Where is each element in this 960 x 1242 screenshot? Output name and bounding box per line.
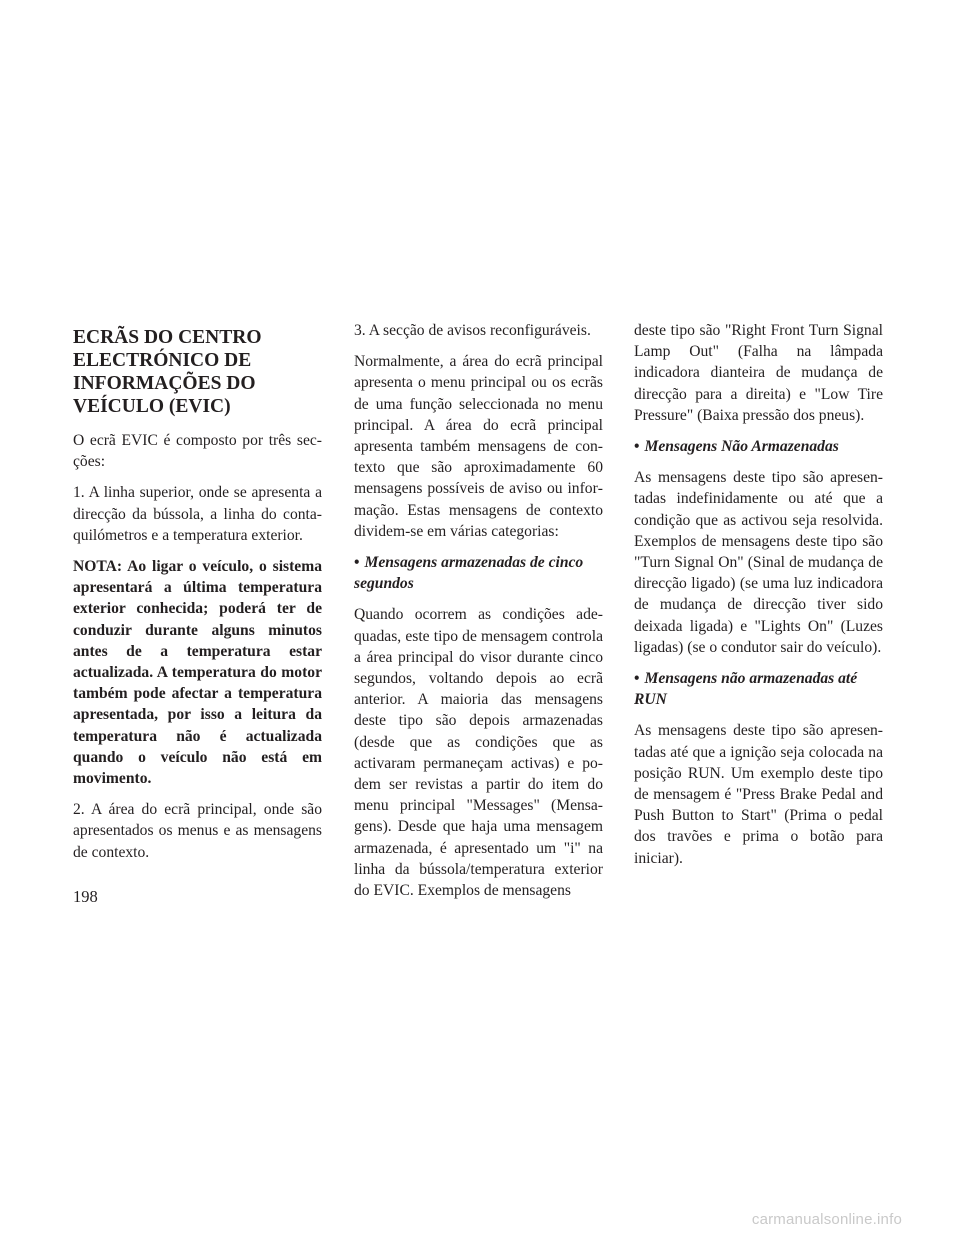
column-2 (354, 320, 603, 911)
list-item-3: 3. A secção de avisos reconfiguráveis. (354, 322, 591, 339)
list-item-1: 1. A linha superior, onde se apresenta a direcção da bússola, a linha do conta-quilómetros e a temperatura exterior. (73, 484, 322, 544)
paragraph: Quando ocorrem as condições adequadas, este tipo de mensagem controla a área principal do visor durante cinco segundos, voltando depois ao ecrã anterior. A maioria das mensagens deste tipo são depois armazenadas (desde que as condições que as activaram permaneçam activas) e podem ser revistas a partir do item do menu principal "Messages" (Mensagens). Desde que haja uma mensagem armazenada, é apresentado um "i" na linha da bússola/temperatura exterior do EVIC. Exemplos de mensagens (354, 606, 603, 900)
bullet-heading (634, 668, 883, 710)
bullet-heading-text: Mensagens Não Armazenadas (644, 438, 839, 456)
list-item-2: 2. A área do ecrã principal, onde são apresentados os menus e as mensagens de contexto. (73, 801, 322, 861)
watermark: carmanualsonline.info (751, 1211, 902, 1228)
bullet-heading-text: Mensagens não armazenadas até RUN (634, 670, 858, 709)
column-3 (634, 320, 883, 879)
bullet-icon: • (634, 670, 640, 688)
bullet-heading (354, 552, 603, 594)
intro-paragraph: O ecrã EVIC é composto por três secções: (73, 432, 322, 471)
paragraph: As mensagens deste tipo são apresentadas indefinidamente ou até que a condição que as activou seja resolvida. Exemplos de mensagens deste tipo são "Turn Signal On" (Sinal de mudança de direcção ligado) (se uma luz indicadora de mudança de direcção tiver sido deixada ligada) e "Lights On" (Luzes ligadas) (se o condutor sair do veículo). (634, 469, 883, 656)
page-number: 198 (73, 887, 98, 906)
paragraph: As mensagens deste tipo são apresentadas até que a ignição seja colocada na posição RUN. Um exemplo deste tipo de mensagem é "Press Brake Pedal and Push Button to Start" (Prima o pedal dos travões e prima o botão para iniciar). (634, 722, 883, 867)
paragraph: deste tipo são "Right Front Turn Signal Lamp Out" (Falha na lâmpada indicadora dianteira de mudança de direcção para a direita) e "Low Tire Pressure" (Baixa pressão dos pneus). (634, 322, 883, 424)
note-paragraph: NOTA: Ao ligar o veículo, o sistema apresentará a última temperatura exterior conhecida; poderá ter de conduzir durante alguns minutos antes de a temperatura estar actualizada. A temperatura do motor também pode afectar a temperatura apresentada, por isso a leitura da temperatura não é actualizada quando o veículo não está em movimento. (73, 558, 322, 788)
column-1 (73, 320, 322, 873)
bullet-heading (634, 436, 883, 457)
paragraph: Normalmente, a área do ecrã principal apresenta o menu principal ou os ecrãs de uma função seleccionada no menu principal. A área do ecrã principal apresenta também mensagens de contexto que são aproximadamente 60 mensagens possíveis de aviso ou informação. Estas mensagens de contexto dividem-se em várias categorias: (354, 353, 603, 540)
section-title: ECRÃS DO CENTRO ELECTRÓNICO DE INFORMAÇÕES DO VEÍCULO (EVIC) (73, 327, 262, 417)
bullet-icon: • (354, 554, 360, 572)
bullet-icon: • (634, 438, 640, 456)
bullet-heading-text: Mensagens armazenadas de cinco segundos (354, 554, 584, 593)
